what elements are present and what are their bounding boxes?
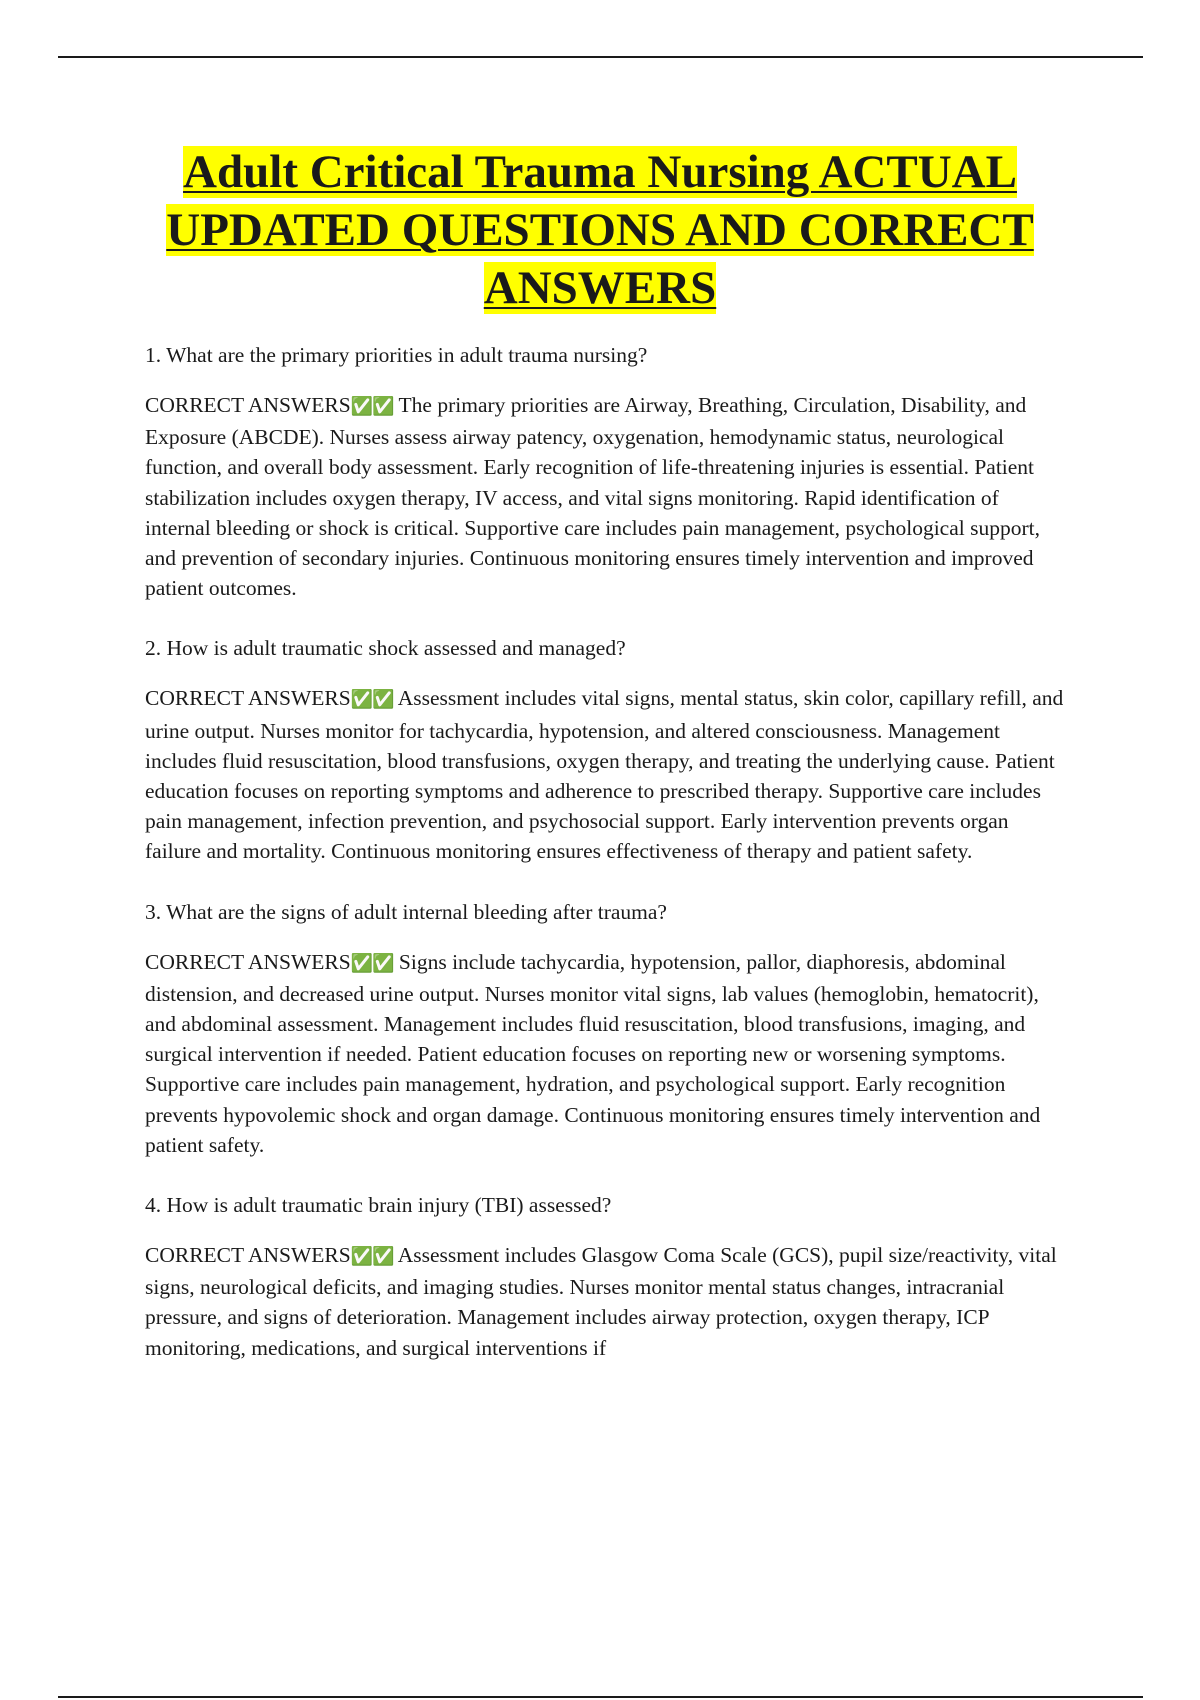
question-text: 1. What are the primary priorities in adult trauma nursing? — [145, 343, 648, 367]
qa-list — [145, 340, 1065, 1393]
document-title-text: Adult Critical Trauma Nursing ACTUAL UPDATED QUESTIONS AND CORRECT ANSWERS — [166, 146, 1034, 314]
answer-text: Signs include tachycardia, hypotension, pallor, diaphoresis, abdominal distension, and decreased urine output. Nurses monitor vital signs, lab values (hemoglobin, hematocrit), and abdominal assessment. Management includes fluid resuscitation, blood transfusions, imaging, and surgical intervention if needed. Patient education focuses on reporting new or worsening symptoms. Supportive care includes pain management, hydration, and psychological support. Early recognition prevents hypovolemic shock and organ damage. Continuous monitoring ensures timely intervention and patient safety. — [145, 949, 1041, 1157]
answer-text: Assessment includes vital signs, mental status, skin color, capillary refill, and urine output. Nurses monitor for tachycardia, hypotension, and altered consciousness. Management includes fluid resuscitation, blood transfusions, oxygen therapy, and treating the underlying cause. Patient education focuses on reporting symptoms and adherence to prescribed therapy. Supportive care includes pain management, infection prevention, and psychosocial support. Early intervention prevents organ failure and mortality. Continuous monitoring ensures effectiveness of therapy and patient safety. — [145, 686, 1064, 864]
answer-text: The primary priorities are Airway, Breathing, Circulation, Disability, and Exposure (ABCDE). Nurses assess airway patency, oxygenation, hemodynamic status, neurological function, and overall body assessment. Early recognition of life-threatening injuries is essential. Patient stabilization includes oxygen therapy, IV access, and vital signs monitoring. Rapid identification of internal bleeding or shock is critical. Supportive care includes pain management, psychological support, and prevention of secondary injuries. Continuous monitoring ensures timely intervention and improved patient outcomes. — [145, 393, 1040, 601]
top-rule — [58, 56, 1143, 58]
answer-prefix: CORRECT ANSWERS — [145, 1243, 351, 1268]
qa-item-2 — [145, 633, 1065, 866]
document-title — [100, 143, 1100, 317]
check-mark-icon: ✅✅ — [350, 952, 394, 974]
qa-item-1 — [145, 340, 1065, 603]
answer-text: Assessment includes Glasgow Coma Scale (GCS), pupil size/reactivity, vital signs, neurological deficits, and imaging studies. Nurses monitor mental status changes, intracranial pressure, and signs of deterioration. Management includes airway protection, oxygen therapy, ICP monitoring, medications, and surgical interventions if — [145, 1243, 1057, 1360]
answer-block — [145, 1240, 1065, 1363]
check-mark-icon: ✅✅ — [350, 396, 394, 417]
answer-prefix: CORRECT ANSWERS — [145, 686, 351, 711]
question-text: 3. What are the signs of adult internal bleeding after trauma? — [145, 899, 667, 924]
qa-item-4 — [145, 1190, 1065, 1363]
question-text: 4. How is adult traumatic brain injury (TBI) assessed? — [145, 1193, 612, 1218]
answer-block — [145, 683, 1065, 866]
answer-block — [145, 390, 1065, 603]
answer-prefix: CORRECT ANSWERS — [145, 393, 351, 417]
answer-prefix: CORRECT ANSWERS — [145, 949, 351, 974]
question-text: 2. How is adult traumatic shock assessed and managed? — [145, 636, 626, 661]
answer-block — [145, 947, 1065, 1160]
check-mark-icon: ✅✅ — [350, 689, 394, 711]
qa-item-3 — [145, 897, 1065, 1160]
check-mark-icon: ✅✅ — [350, 1246, 394, 1268]
bottom-rule — [58, 1696, 1143, 1698]
